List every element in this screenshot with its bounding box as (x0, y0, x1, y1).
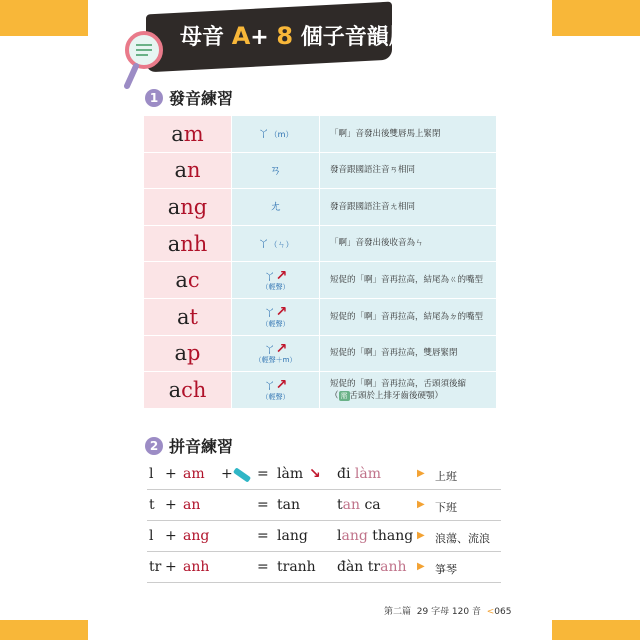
syllable-vowel: a (167, 194, 181, 219)
section-label: 發音練習 (169, 89, 234, 108)
description-extra: 舌頭於上排牙齒後硬顎） (349, 390, 444, 401)
pinyin-row (147, 490, 501, 521)
example-highlight: an (342, 497, 361, 513)
zhuyin-cell (232, 152, 320, 189)
syllable-ending: m (183, 121, 204, 146)
tone-arrow-icon: ↗ (275, 340, 288, 357)
description-cell (320, 116, 497, 153)
example-word (337, 559, 406, 575)
equals-sign: = (257, 497, 269, 513)
description: 短促的「啊」音再拉高，結尾為ㄍ的嘴型 (330, 275, 484, 286)
plus-sign: + (165, 466, 177, 482)
example-word (337, 466, 381, 482)
zhuyin-symbol: ㄚ (257, 126, 270, 141)
description: 短促的「啊」音再拉高，結尾為ㄉ的嘴型 (330, 311, 484, 322)
example-plain: đàn tr (337, 559, 381, 575)
table-row (144, 116, 497, 153)
description: 發音跟國語注音ㄢ相同 (330, 165, 416, 176)
table-row (144, 225, 497, 262)
tone-arrow-icon: ↘ (309, 466, 321, 482)
section-spelling (145, 434, 233, 457)
description-cell (320, 189, 497, 226)
tone-note: （輕聲） (261, 283, 290, 292)
syllable-cell (144, 152, 232, 189)
result-syllable: làm (277, 466, 304, 482)
syllable-ending: ng (180, 194, 208, 219)
table-row (144, 298, 497, 335)
meaning: 下班 (435, 501, 457, 514)
zhuyin-cell (232, 225, 320, 262)
zhuyin-symbol: ㄚ (263, 305, 276, 320)
result-syllable: tan (277, 497, 300, 513)
zhuyin-cell (232, 372, 320, 409)
tone-arrow-icon: ↗ (275, 304, 288, 321)
syllable-ending: t (189, 304, 198, 329)
footer-chapter: 第二篇 (384, 607, 412, 617)
vowel-table (143, 115, 497, 409)
equals-sign: = (257, 528, 269, 544)
zhuyin-symbol: ㄚ (257, 235, 270, 250)
zhuyin-cell (232, 335, 320, 372)
description-cell (320, 262, 497, 299)
bottom-band-mask (88, 620, 552, 640)
example-plain: đi (337, 466, 355, 482)
syllable-vowel: a (174, 158, 187, 183)
zhuyin-cell (232, 262, 320, 299)
tone-mark-icon (233, 467, 251, 482)
example-highlight: làm (354, 466, 381, 482)
tone-arrow-icon: ↗ (275, 267, 288, 284)
plus-sign: + (221, 466, 233, 482)
description-cell (320, 335, 497, 372)
rhyme: an (183, 497, 201, 513)
description: 「啊」音發出後雙唇馬上緊閉 (330, 128, 441, 139)
zhuyin-symbol: ㄤ (269, 199, 282, 214)
note-badge: 需 (340, 391, 348, 400)
example-plain: l (337, 528, 342, 544)
table-row (144, 189, 497, 226)
rhyme: anh (183, 559, 210, 575)
description-open: （ (330, 390, 339, 401)
plus-sign: + (165, 528, 177, 544)
syllable-ending: c (187, 268, 200, 293)
equals-sign: = (257, 466, 269, 482)
section-number: 2 (145, 437, 163, 455)
equals-sign: = (257, 559, 269, 575)
rhyme: am (183, 466, 205, 482)
section-pronunciation (145, 86, 233, 109)
pinyin-row (147, 552, 501, 583)
syllable-vowel: a (177, 304, 190, 329)
play-icon: ▶ (417, 468, 425, 479)
zhuyin-hint: （m） (269, 130, 294, 140)
tone-note: （輕聲） (261, 319, 290, 328)
syllable-cell (144, 116, 232, 153)
section-number: 1 (145, 89, 163, 107)
description-cell (320, 298, 497, 335)
syllable-cell (144, 335, 232, 372)
description: 短促的「啊」音再拉高，雙唇緊閉 (330, 348, 458, 359)
rhyme: ang (183, 528, 210, 544)
syllable-ending: nh (180, 231, 208, 256)
plus-sign: + (165, 497, 177, 513)
zhuyin-symbol: ㄢ (269, 162, 282, 177)
meaning: 上班 (435, 470, 457, 483)
result-syllable: lang (277, 528, 308, 544)
description: 發音跟國語注音ㄤ相同 (330, 201, 416, 212)
zhuyin-symbol: ㄚ (263, 268, 276, 283)
meaning: 箏琴 (435, 563, 457, 576)
play-icon: ▶ (417, 530, 425, 541)
page-footer (384, 604, 511, 617)
example-word (337, 528, 413, 544)
description-cell (320, 225, 497, 262)
zhuyin-cell (232, 189, 320, 226)
page-marker: < (486, 607, 495, 617)
syllable-cell (144, 298, 232, 335)
syllable-cell (144, 262, 232, 299)
syllable-cell (144, 225, 232, 262)
pinyin-row (147, 459, 501, 490)
consonant: l (149, 528, 154, 544)
syllable-cell (144, 372, 232, 409)
table-row (144, 372, 497, 409)
example-tail: thang (367, 528, 414, 544)
syllable-ending: n (187, 158, 201, 183)
example-plain: t (337, 497, 343, 513)
tone-arrow-icon: ↗ (275, 377, 288, 394)
consonant: t (149, 497, 155, 513)
description: 短促的「啊」音再拉高，舌頭須後縮 (330, 378, 467, 389)
zhuyin-hint: （ㄣ） (269, 239, 294, 249)
page-number: 065 (494, 607, 512, 617)
footer-topic: 29 字母 120 音 (416, 607, 481, 617)
example-highlight: ang (341, 528, 368, 544)
zhuyin-symbol: ㄚ (263, 378, 276, 393)
example-word (337, 497, 381, 513)
tone-note: （輕聲） (261, 392, 290, 401)
syllable-vowel: a (168, 377, 182, 402)
meaning: 浪蕩、流浪 (435, 532, 490, 545)
syllable-vowel: a (167, 231, 181, 256)
magnifier-icon (122, 28, 168, 94)
play-icon: ▶ (417, 561, 425, 572)
syllable-vowel: a (174, 341, 188, 366)
example-highlight: anh (380, 559, 407, 575)
example-tail: ca (360, 497, 381, 513)
zhuyin-cell (232, 116, 320, 153)
zhuyin-symbol: ㄚ (263, 341, 276, 356)
zhuyin-cell (232, 298, 320, 335)
result-syllable: tranh (277, 559, 316, 575)
plus-sign: + (165, 559, 177, 575)
description-cell (320, 372, 497, 409)
description: 「啊」音發出後收音為ㄣ (330, 238, 424, 249)
table-row (144, 335, 497, 372)
page-title: 母音 A+ 8 個子音韻尾 (180, 22, 411, 50)
play-icon: ▶ (417, 499, 425, 510)
syllable-vowel: a (171, 121, 184, 146)
syllable-ending: ch (181, 377, 207, 402)
syllable-cell (144, 189, 232, 226)
tone-note: （輕聲＋m） (254, 356, 297, 365)
description-cell (320, 152, 497, 189)
consonant: l (149, 466, 154, 482)
table-row (144, 152, 497, 189)
table-row (144, 262, 497, 299)
syllable-vowel: a (175, 268, 188, 293)
consonant: tr (149, 559, 162, 575)
pinyin-row (147, 521, 501, 552)
syllable-ending: p (187, 341, 201, 366)
section-label: 拼音練習 (169, 437, 234, 456)
